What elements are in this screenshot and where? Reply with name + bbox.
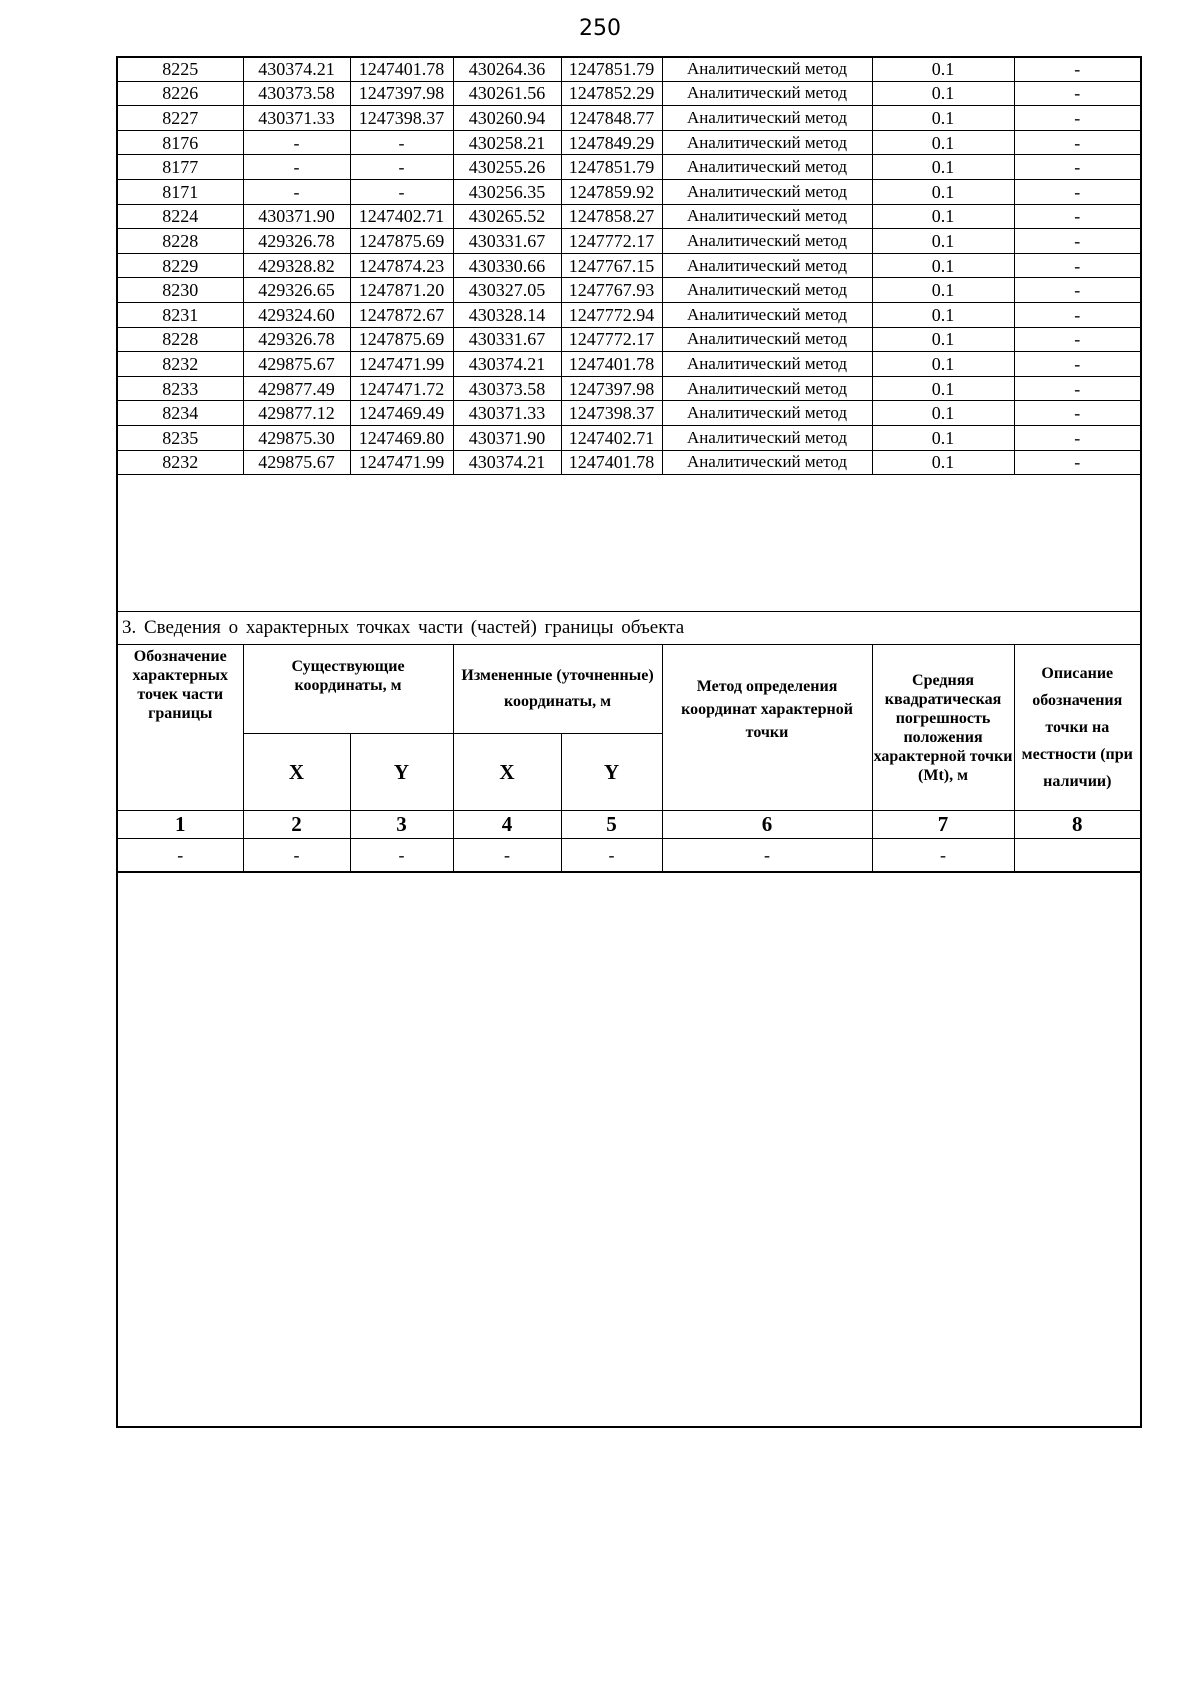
cell-existing-x: 429875.67 [243, 450, 350, 475]
cell-changed-y: 1247772.17 [561, 229, 662, 254]
cell-method: Аналитический метод [662, 106, 872, 131]
header-existing-coordinates: Существующие координаты, м [243, 645, 453, 734]
cell-method: Аналитический метод [662, 81, 872, 106]
cell-existing-y: 1247471.99 [350, 450, 453, 475]
table-row [118, 179, 1140, 204]
page-number: 250 [579, 16, 621, 41]
cell-existing-x: 429875.30 [243, 425, 350, 450]
cell-changed-y: 1247401.78 [561, 450, 662, 475]
cell-point-number: 8232 [118, 450, 243, 475]
cell-point-number: 8176 [118, 130, 243, 155]
cell-existing-y: 1247397.98 [350, 81, 453, 106]
cell-description: - [1014, 302, 1140, 327]
header-designation: Обозначение характерных точек части границы [118, 645, 243, 811]
table-row [118, 81, 1140, 106]
cell-description: - [1014, 106, 1140, 131]
table-row [118, 130, 1140, 155]
cell-changed-y: 1247401.78 [561, 352, 662, 377]
cell-method: Аналитический метод [662, 155, 872, 180]
table-row [118, 327, 1140, 352]
cell-method: - [662, 839, 872, 873]
cell-changed-x: 430331.67 [453, 327, 561, 352]
table-row [118, 278, 1140, 303]
cell-existing-x: 429324.60 [243, 302, 350, 327]
part-boundary-points-table [118, 644, 1140, 873]
cell-changed-x: 430371.33 [453, 401, 561, 426]
cell-existing-x: 429877.49 [243, 376, 350, 401]
cell-existing-x: 430371.90 [243, 204, 350, 229]
cell-point-number: 8224 [118, 204, 243, 229]
cell-description: - [1014, 204, 1140, 229]
cell-description: - [1014, 57, 1140, 81]
cell-changed-x: 430261.56 [453, 81, 561, 106]
table-row [118, 229, 1140, 254]
header-changed-y: Y [561, 734, 662, 811]
cell-changed-x: 430331.67 [453, 229, 561, 254]
cell-mean-error: 0.1 [872, 106, 1014, 131]
table-row [118, 204, 1140, 229]
cell-changed-y: 1247397.98 [561, 376, 662, 401]
cell-changed-x: 430328.14 [453, 302, 561, 327]
cell-description: - [1014, 278, 1140, 303]
cell-changed-y: 1247848.77 [561, 106, 662, 131]
cell-mean-error: 0.1 [872, 327, 1014, 352]
cell-mean-error: 0.1 [872, 302, 1014, 327]
cell-description: - [1014, 253, 1140, 278]
cell-changed-y: 1247849.29 [561, 130, 662, 155]
cell-changed-y: 1247398.37 [561, 401, 662, 426]
cell-mean-error: 0.1 [872, 155, 1014, 180]
cell-existing-x: 429326.78 [243, 327, 350, 352]
cell-changed-x: 430258.21 [453, 130, 561, 155]
cell-mean-error: 0.1 [872, 81, 1014, 106]
cell-point-number: 8232 [118, 352, 243, 377]
cell-changed-x: 430374.21 [453, 450, 561, 475]
cell-point-number: 8233 [118, 376, 243, 401]
cell-changed-y: 1247858.27 [561, 204, 662, 229]
cell-mean-error: 0.1 [872, 130, 1014, 155]
table-row [118, 425, 1140, 450]
cell-existing-y: - [350, 839, 453, 873]
table-row [118, 155, 1140, 180]
cell-existing-y: - [350, 130, 453, 155]
cell-method: Аналитический метод [662, 57, 872, 81]
cell-method: Аналитический метод [662, 327, 872, 352]
cell-changed-x: 430265.52 [453, 204, 561, 229]
cell-existing-x: 429875.67 [243, 352, 350, 377]
cell-point-number: 8229 [118, 253, 243, 278]
cell-existing-y: 1247398.37 [350, 106, 453, 131]
cell-point-number: 8226 [118, 81, 243, 106]
cell-existing-x: 429326.78 [243, 229, 350, 254]
cell-mean-error: 0.1 [872, 450, 1014, 475]
page-frame [116, 56, 1142, 1428]
coordinates-table [118, 57, 1140, 475]
cell-description: - [1014, 327, 1140, 352]
column-number: 6 [662, 811, 872, 839]
cell-existing-y: 1247401.78 [350, 57, 453, 81]
cell-method: Аналитический метод [662, 352, 872, 377]
cell-mean-error: 0.1 [872, 179, 1014, 204]
cell-changed-x: 430330.66 [453, 253, 561, 278]
header-existing-x: X [243, 734, 350, 811]
cell-description: - [1014, 229, 1140, 254]
cell-description: - [1014, 81, 1140, 106]
cell-point-number: 8235 [118, 425, 243, 450]
header-mean-error: Средняя квадратическая погрешность положения характерной точки (Mt), м [872, 645, 1014, 811]
cell-changed-x: - [453, 839, 561, 873]
cell-existing-y: 1247875.69 [350, 327, 453, 352]
cell-changed-x: 430327.05 [453, 278, 561, 303]
cell-method: Аналитический метод [662, 278, 872, 303]
cell-changed-x: 430260.94 [453, 106, 561, 131]
column-number: 8 [1014, 811, 1140, 839]
cell-method: Аналитический метод [662, 130, 872, 155]
cell-method: Аналитический метод [662, 253, 872, 278]
cell-point-number: 8234 [118, 401, 243, 426]
cell-existing-x: - [243, 179, 350, 204]
header-changed-x: X [453, 734, 561, 811]
cell-mean-error: 0.1 [872, 229, 1014, 254]
table-row [118, 302, 1140, 327]
column-number: 4 [453, 811, 561, 839]
cell-changed-y: 1247859.92 [561, 179, 662, 204]
column-number: 1 [118, 811, 243, 839]
cell-mean-error: 0.1 [872, 401, 1014, 426]
header-method: Метод определения координат характерной точки [662, 645, 872, 811]
cell-method: Аналитический метод [662, 302, 872, 327]
cell-point-number: 8227 [118, 106, 243, 131]
cell-existing-y: 1247471.72 [350, 376, 453, 401]
cell-method: Аналитический метод [662, 204, 872, 229]
cell-existing-y: 1247469.80 [350, 425, 453, 450]
cell-existing-y: 1247469.49 [350, 401, 453, 426]
cell-mean-error: - [872, 839, 1014, 873]
cell-existing-x: 429328.82 [243, 253, 350, 278]
cell-changed-y: 1247852.29 [561, 81, 662, 106]
cell-changed-y: 1247851.79 [561, 57, 662, 81]
cell-existing-x: - [243, 839, 350, 873]
cell-changed-y: 1247767.15 [561, 253, 662, 278]
column-number: 3 [350, 811, 453, 839]
cell-changed-x: 430256.35 [453, 179, 561, 204]
cell-existing-x: 430371.33 [243, 106, 350, 131]
cell-description: - [1014, 401, 1140, 426]
cell-point-number: 8225 [118, 57, 243, 81]
cell-changed-x: 430264.36 [453, 57, 561, 81]
cell-point-number: 8228 [118, 229, 243, 254]
cell-point-number: 8228 [118, 327, 243, 352]
cell-changed-y: 1247772.17 [561, 327, 662, 352]
table-row [118, 352, 1140, 377]
cell-mean-error: 0.1 [872, 253, 1014, 278]
cell-changed-x: 430373.58 [453, 376, 561, 401]
table-row [118, 450, 1140, 475]
cell-description: - [1014, 450, 1140, 475]
header-changed-coordinates: Измененные (уточненные) координаты, м [453, 645, 662, 734]
cell-existing-y: - [350, 179, 453, 204]
cell-existing-x: - [243, 155, 350, 180]
cell-changed-y: - [561, 839, 662, 873]
cell-description: - [1014, 130, 1140, 155]
cell-description: - [1014, 352, 1140, 377]
cell-method: Аналитический метод [662, 401, 872, 426]
cell-existing-x: 430373.58 [243, 81, 350, 106]
column-number: 5 [561, 811, 662, 839]
cell-point-number: 8230 [118, 278, 243, 303]
table-row [118, 106, 1140, 131]
cell-mean-error: 0.1 [872, 204, 1014, 229]
cell-existing-x: 430374.21 [243, 57, 350, 81]
column-number: 7 [872, 811, 1014, 839]
cell-mean-error: 0.1 [872, 376, 1014, 401]
table-row [118, 376, 1140, 401]
cell-mean-error: 0.1 [872, 352, 1014, 377]
cell-method: Аналитический метод [662, 450, 872, 475]
cell-existing-x: 429326.65 [243, 278, 350, 303]
cell-method: Аналитический метод [662, 425, 872, 450]
cell-description [1014, 839, 1140, 873]
cell-changed-y: 1247767.93 [561, 278, 662, 303]
cell-description: - [1014, 179, 1140, 204]
table-row [118, 253, 1140, 278]
cell-point-number: 8231 [118, 302, 243, 327]
cell-description: - [1014, 376, 1140, 401]
cell-mean-error: 0.1 [872, 425, 1014, 450]
cell-mean-error: 0.1 [872, 278, 1014, 303]
cell-existing-x: - [243, 130, 350, 155]
cell-existing-y: 1247874.23 [350, 253, 453, 278]
table-row [118, 401, 1140, 426]
table-row [118, 57, 1140, 81]
cell-method: Аналитический метод [662, 229, 872, 254]
cell-existing-y: 1247872.67 [350, 302, 453, 327]
section-3-title: 3. Сведения о характерных точках части (частей) границы объекта [118, 611, 1140, 643]
cell-method: Аналитический метод [662, 179, 872, 204]
cell-changed-x: 430255.26 [453, 155, 561, 180]
cell-existing-x: 429877.12 [243, 401, 350, 426]
column-number: 2 [243, 811, 350, 839]
cell-existing-y: 1247875.69 [350, 229, 453, 254]
cell-description: - [1014, 425, 1140, 450]
cell-existing-y: - [350, 155, 453, 180]
cell-description: - [1014, 155, 1140, 180]
cell-changed-y: 1247851.79 [561, 155, 662, 180]
cell-mean-error: 0.1 [872, 57, 1014, 81]
cell-point-number: 8171 [118, 179, 243, 204]
header-existing-y: Y [350, 734, 453, 811]
cell-existing-y: 1247402.71 [350, 204, 453, 229]
cell-changed-y: 1247402.71 [561, 425, 662, 450]
cell-method: Аналитический метод [662, 376, 872, 401]
cell-point-number: - [118, 839, 243, 873]
cell-existing-y: 1247871.20 [350, 278, 453, 303]
cell-existing-y: 1247471.99 [350, 352, 453, 377]
header-description: Описание обозначения точки на местности (при наличии) [1014, 645, 1140, 811]
cell-changed-x: 430374.21 [453, 352, 561, 377]
cell-changed-y: 1247772.94 [561, 302, 662, 327]
cell-point-number: 8177 [118, 155, 243, 180]
cell-changed-x: 430371.90 [453, 425, 561, 450]
